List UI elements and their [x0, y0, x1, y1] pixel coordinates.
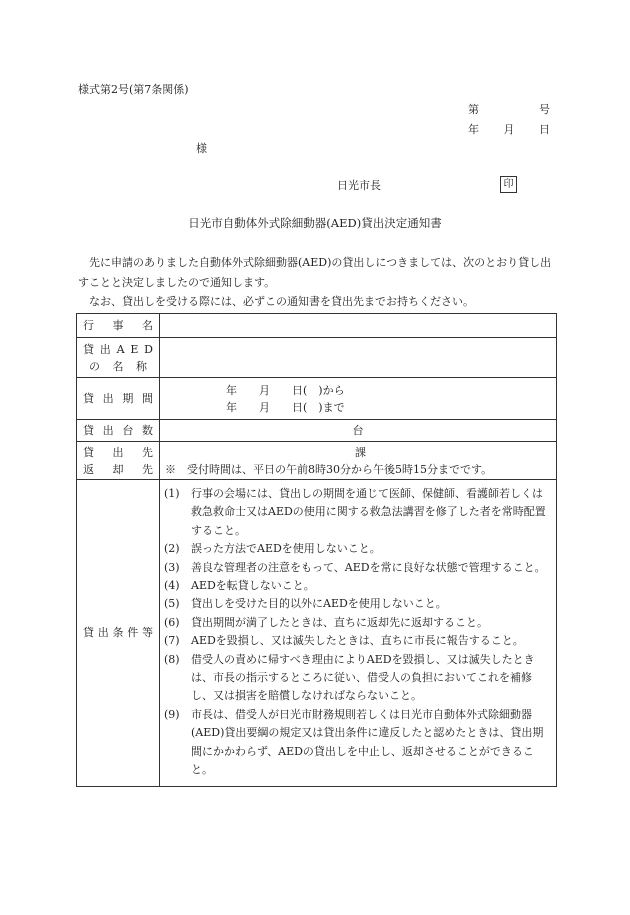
date-month: 月 — [503, 123, 515, 136]
label-char: 台 — [122, 424, 134, 437]
period-label — [83, 390, 153, 407]
document-date — [468, 124, 550, 135]
condition-text: 市長は、借受人が日光市財務規則若しくは日光市自動体外式除細動器(AED)貸出要綱の規定又は貸出条件に違反したと認めたときは、貸出期間にかかわらず、AEDの貸出しを中止し、返却させることができること。 — [191, 707, 544, 777]
label-char: 称 — [136, 359, 147, 373]
period-from: 年 月 日( )から — [226, 383, 345, 397]
condition-number: (3) — [164, 560, 180, 574]
condition-number: (9) — [164, 707, 180, 721]
aed-name-label-line1 — [83, 341, 153, 358]
condition-item — [164, 651, 549, 706]
label-char: 貸 — [83, 445, 94, 459]
event-name-label-cell — [77, 314, 160, 338]
label-char: 貸 — [83, 424, 94, 437]
conditions-label-cell — [77, 480, 160, 787]
table-row — [77, 338, 557, 378]
condition-item — [164, 577, 549, 595]
table-row — [77, 480, 557, 787]
table-row — [77, 420, 557, 442]
label-char: 出 — [112, 445, 124, 459]
period-value — [160, 378, 557, 420]
label-char: 行 — [83, 319, 94, 332]
condition-number: (1) — [164, 487, 180, 500]
label-char: 貸 — [83, 626, 94, 640]
conditions-list — [160, 480, 557, 787]
label-char: 先 — [142, 445, 153, 459]
count-label-cell — [77, 420, 160, 442]
label-char: 先 — [142, 462, 153, 476]
label-char: 出 — [99, 342, 111, 356]
label-char: 事 — [112, 319, 124, 332]
label-char: 返 — [83, 462, 94, 476]
count-label — [83, 422, 153, 439]
label-char: 条 — [112, 626, 124, 640]
destination-label-cell — [77, 442, 160, 480]
date-year: 年 — [468, 123, 479, 136]
label-char: 件 — [127, 626, 139, 640]
condition-number: (5) — [164, 597, 180, 611]
condition-text: 貸出しを受けた目的以外にAEDを使用しないこと。 — [191, 597, 447, 611]
conditions-label — [83, 624, 153, 641]
label-char: 名 — [142, 319, 153, 332]
number-suffix: 号 — [539, 103, 550, 116]
label-char: 期 — [122, 392, 134, 405]
condition-text: AEDを転貸しないこと。 — [191, 579, 315, 593]
period-to: 年 月 日( )まで — [226, 400, 345, 414]
form-number: 様式第2号(第7条関係) — [78, 83, 189, 96]
condition-item — [164, 706, 549, 780]
condition-number: (6) — [164, 615, 180, 629]
label-char: D — [144, 342, 153, 356]
period-label-cell — [77, 378, 160, 420]
label-char: 間 — [141, 392, 153, 405]
condition-item — [164, 540, 549, 558]
label-char: E — [130, 342, 139, 356]
condition-text: 善良な管理者の注意をもって、AEDを常に良好な状態で管理すること。 — [191, 560, 546, 574]
label-char: 貸 — [83, 392, 94, 405]
label-char: 数 — [141, 424, 153, 437]
condition-item — [164, 595, 549, 613]
condition-text: 借受人の責めに帰すべき理由によりAEDを毀損し、又は滅失したときは、市長の指示するところに従い、借受人の負担においてこれを補修し、又は損害を賠償しなければならないこと。 — [191, 652, 535, 703]
table-row — [77, 314, 557, 338]
condition-number: (4) — [164, 579, 180, 593]
condition-number: (2) — [164, 542, 180, 556]
condition-number: (7) — [164, 634, 180, 648]
aed-name-label-cell — [77, 338, 160, 378]
event-name-value — [160, 314, 557, 338]
label-char: 貸 — [83, 342, 94, 356]
body-text — [78, 253, 552, 312]
destination-label-lend — [83, 444, 153, 461]
label-char: A — [116, 342, 125, 356]
count-unit: 台 — [352, 424, 364, 437]
label-char: 等 — [142, 626, 153, 640]
body-paragraph: なお、貸出しを受ける際には、必ずこの通知書を貸出先までお持ちください。 — [89, 295, 474, 308]
condition-text: 貸出期間が満了したときは、直ちに返却先に返却すること。 — [191, 615, 488, 629]
condition-item — [164, 559, 549, 577]
condition-item — [164, 485, 549, 540]
condition-number: (8) — [164, 652, 180, 666]
reception-hours-note: ※ 受付時間は、平日の午前8時30分から午後5時15分までです。 — [165, 462, 493, 476]
destination-value — [160, 442, 557, 480]
label-char: 出 — [102, 392, 114, 405]
destination-label-return — [83, 461, 153, 478]
condition-text: 行事の会場には、貸出しの期間を通じて医師、保健師、看護師若しくは救急救命士又はAEDの使用に関する救急法講習を修了した者を常時配置すること。 — [191, 487, 546, 537]
addressee-honorific: 様 — [196, 142, 207, 155]
date-day: 日 — [539, 123, 550, 136]
label-char: の — [89, 359, 100, 373]
aed-name-label-line2 — [83, 358, 153, 375]
seal-mark: 印 — [500, 176, 517, 193]
condition-text: 誤った方法でAEDを使用しないこと。 — [191, 542, 381, 556]
lending-form-table — [76, 313, 557, 787]
table-row — [77, 378, 557, 420]
issuer-name: 日光市長 — [337, 179, 381, 192]
aed-name-value — [160, 338, 557, 378]
body-paragraph: 先に申請のありました自動体外式除細動器(AED)の貸出しにつきましては、次のとおり貸し出すことと決定しましたので通知します。 — [78, 256, 552, 289]
label-char: 出 — [102, 424, 114, 437]
condition-item — [164, 632, 549, 650]
label-char: 名 — [112, 359, 124, 373]
condition-item — [164, 614, 549, 632]
document-number — [468, 104, 550, 115]
label-char: 出 — [97, 626, 109, 640]
condition-text: AEDを毀損し、又は滅失したときは、直ちに市長に報告すること。 — [191, 634, 524, 648]
count-value — [160, 420, 557, 442]
event-name-label — [83, 317, 153, 334]
document-title: 日光市自動体外式除細動器(AED)貸出決定通知書 — [188, 216, 442, 230]
label-char: 却 — [112, 462, 124, 476]
table-row — [77, 442, 557, 480]
number-label: 第 — [468, 103, 479, 116]
department-unit: 課 — [355, 445, 366, 459]
